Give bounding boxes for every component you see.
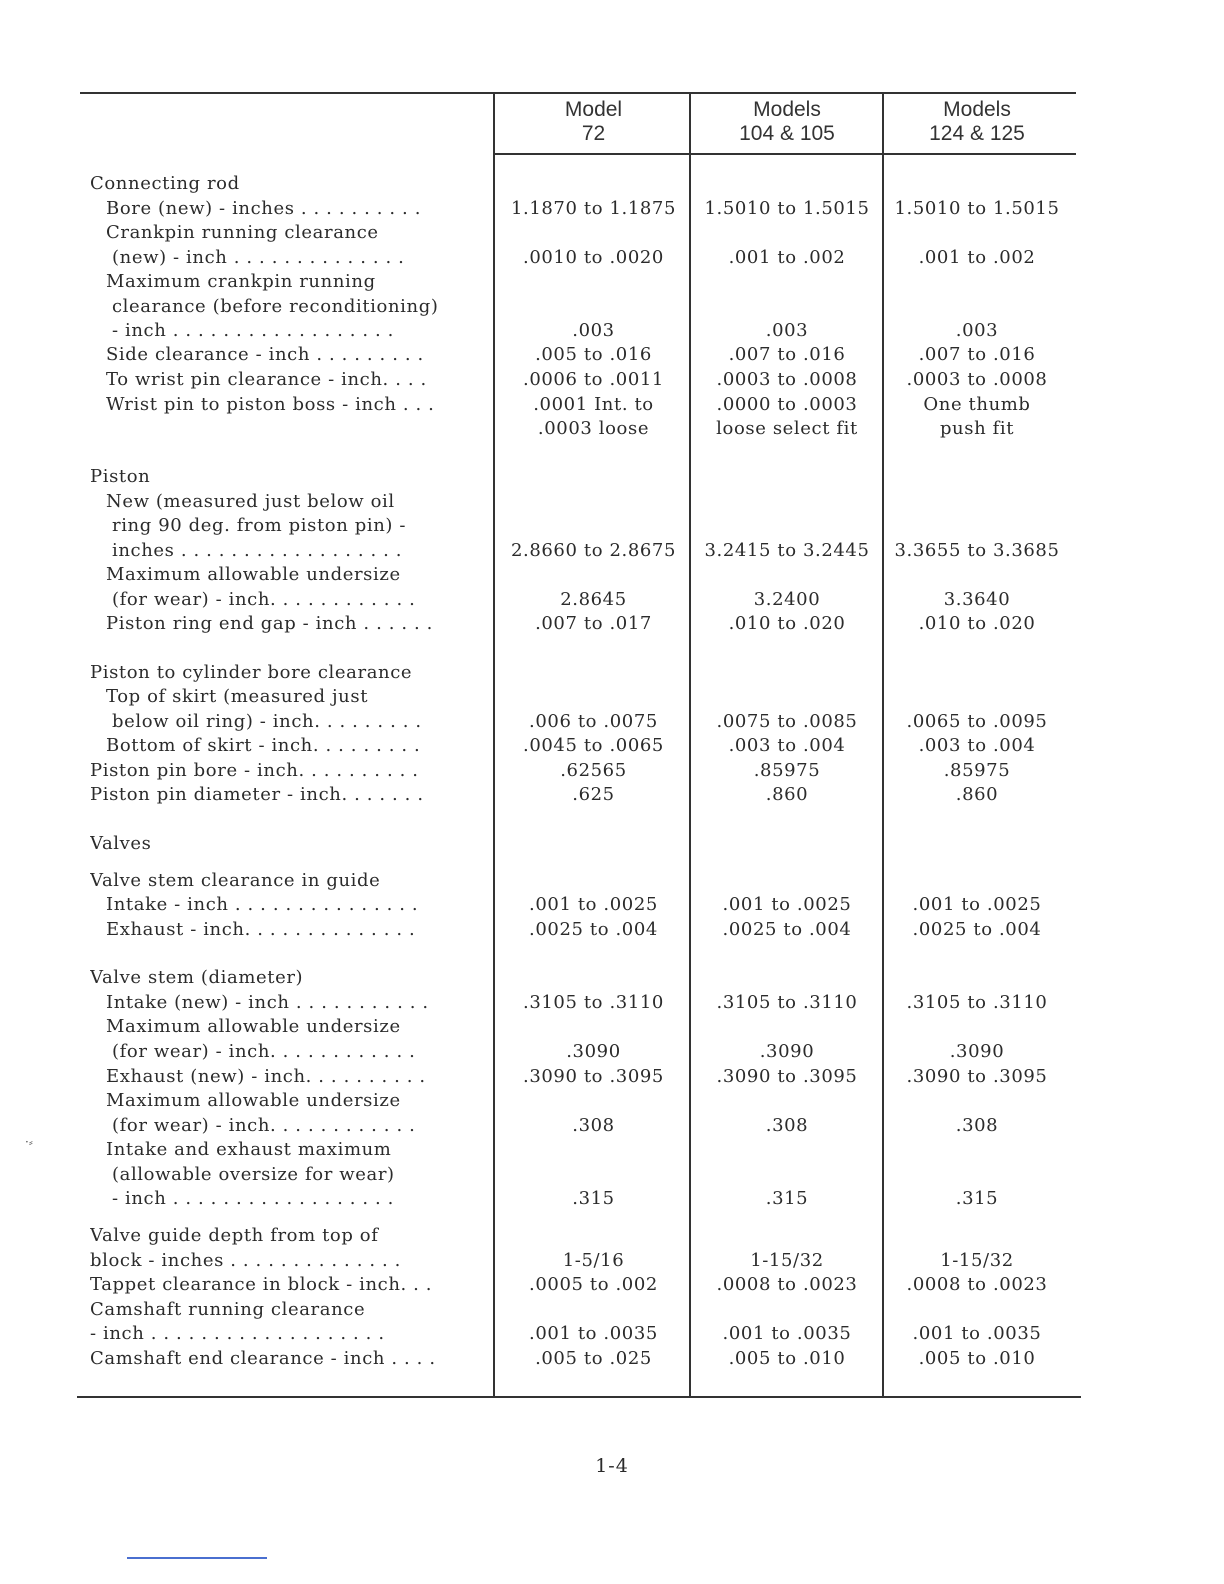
- row-value-col2: .001 to .0035: [722, 1323, 852, 1344]
- row-value-col3: .0003 to .0008: [906, 369, 1048, 390]
- column-header-models-104-105: [692, 98, 882, 146]
- row-value-col3: push fit: [939, 418, 1015, 439]
- table-row: [0, 612, 1224, 636]
- column-header-line1: Models: [753, 98, 821, 121]
- row-value-col1: 2.8645: [560, 589, 627, 610]
- row-value-col1: 2.8660 to 2.8675: [510, 540, 677, 561]
- column-header-line2: 104 & 105: [739, 122, 835, 145]
- row-label: Camshaft end clearance - inch . . . .: [90, 1348, 436, 1369]
- row-label: Maximum allowable undersize: [106, 1016, 401, 1037]
- row-value-col1: .0045 to .0065: [523, 735, 664, 756]
- row-value-col1: .0003 loose: [537, 418, 650, 439]
- row-value-col1: .005 to .025: [535, 1348, 652, 1369]
- table-row: [0, 1249, 1224, 1273]
- row-label: Bore (new) - inches . . . . . . . . . .: [106, 198, 422, 219]
- row-label: Maximum allowable undersize: [106, 1090, 401, 1111]
- table-row: [0, 991, 1224, 1015]
- table-row: [0, 393, 1224, 417]
- row-value-col3: .010 to .020: [918, 613, 1036, 634]
- row-value-col1: .007 to .017: [535, 613, 652, 634]
- row-value-col1: 1-5/16: [562, 1250, 625, 1271]
- row-value-col1: .001 to .0035: [529, 1323, 658, 1344]
- table-row: [0, 1163, 1224, 1187]
- table-row: [0, 465, 1224, 489]
- table-row: [0, 832, 1224, 856]
- row-value-col1: .308: [572, 1115, 615, 1136]
- table-row: [0, 490, 1224, 514]
- row-label: ring 90 deg. from piston pin) -: [112, 515, 407, 536]
- row-label: New (measured just below oil: [106, 491, 395, 512]
- row-value-col1: 1.1870 to 1.1875: [510, 198, 677, 219]
- row-label: (new) - inch . . . . . . . . . . . . . .: [112, 247, 405, 268]
- row-value-col1: .3105 to .3110: [523, 992, 664, 1013]
- row-label: Crankpin running clearance: [106, 222, 379, 243]
- row-value-col2: .003 to .004: [728, 735, 846, 756]
- page-number: 1-4: [595, 1455, 629, 1477]
- row-label: (for wear) - inch. . . . . . . . . . . .: [112, 1041, 416, 1062]
- column-header-line1: Model: [564, 98, 623, 121]
- row-label: clearance (before reconditioning): [112, 296, 439, 317]
- column-header-line1: Models: [943, 98, 1011, 121]
- row-label: Side clearance - inch . . . . . . . . .: [106, 344, 424, 365]
- row-value-col2: .010 to .020: [728, 613, 846, 634]
- row-label: Valves: [90, 833, 152, 854]
- row-label: Maximum crankpin running: [106, 271, 376, 292]
- row-label: Exhaust - inch. . . . . . . . . . . . . .: [106, 919, 416, 940]
- table-row: [0, 319, 1224, 343]
- table-row: [0, 246, 1224, 270]
- table-row: [0, 1347, 1224, 1371]
- row-value-col2: .315: [765, 1188, 809, 1209]
- row-value-col2: .0025 to .004: [722, 919, 852, 940]
- row-value-col2: 1-15/32: [750, 1250, 824, 1271]
- table-row: [0, 343, 1224, 367]
- row-label: Piston pin bore - inch. . . . . . . . . .: [90, 760, 419, 781]
- table-row: [0, 1138, 1224, 1162]
- table-row: [0, 1273, 1224, 1297]
- row-label: Piston to cylinder bore clearance: [90, 662, 413, 683]
- row-label: Piston: [90, 466, 151, 487]
- table-row: [0, 734, 1224, 758]
- row-label: Maximum allowable undersize: [106, 564, 401, 585]
- row-label: Connecting rod: [90, 173, 240, 194]
- table-row: [0, 295, 1224, 319]
- row-value-col2: .0008 to .0023: [716, 1274, 858, 1295]
- table-row: [0, 685, 1224, 709]
- table-row: [0, 270, 1224, 294]
- row-value-col3: .003 to .004: [918, 735, 1036, 756]
- row-value-col3: .3090: [949, 1041, 1005, 1062]
- row-value-col2: .0000 to .0003: [716, 394, 858, 415]
- row-label: Valve stem (diameter): [90, 967, 304, 988]
- row-label: Top of skirt (measured just: [106, 686, 369, 707]
- row-label: Piston ring end gap - inch . . . . . .: [106, 613, 433, 634]
- row-value-col3: .0008 to .0023: [906, 1274, 1048, 1295]
- table-row: [0, 869, 1224, 893]
- row-value-col1: .005 to .016: [535, 344, 652, 365]
- row-label: To wrist pin clearance - inch. . . .: [106, 369, 427, 390]
- row-value-col2: .308: [765, 1115, 809, 1136]
- table-row: [0, 1015, 1224, 1039]
- table-row: [0, 563, 1224, 587]
- table-row: [0, 759, 1224, 783]
- row-value-col1: .3090: [566, 1041, 621, 1062]
- row-value-col3: .3105 to .3110: [906, 992, 1048, 1013]
- row-value-col3: .0065 to .0095: [906, 711, 1048, 732]
- row-value-col3: .315: [955, 1188, 999, 1209]
- table-row: [0, 966, 1224, 990]
- row-label: Intake (new) - inch . . . . . . . . . . .: [106, 992, 429, 1013]
- row-value-col3: .0025 to .004: [912, 919, 1042, 940]
- row-value-col2: .85975: [753, 760, 821, 781]
- row-value-col3: .001 to .0035: [912, 1323, 1042, 1344]
- row-label: Tappet clearance in block - inch. . .: [90, 1274, 433, 1295]
- table-row: [0, 417, 1224, 441]
- row-label: Valve guide depth from top of: [90, 1225, 379, 1246]
- row-value-col1: .0001 Int. to: [533, 394, 654, 415]
- row-label: (for wear) - inch. . . . . . . . . . . .: [112, 589, 416, 610]
- row-value-col2: 3.2415 to 3.2445: [704, 540, 870, 561]
- row-value-col3: .308: [955, 1115, 999, 1136]
- row-label: (for wear) - inch. . . . . . . . . . . .: [112, 1115, 416, 1136]
- row-label: Camshaft running clearance: [90, 1299, 366, 1320]
- row-value-col2: 3.2400: [753, 589, 821, 610]
- table-row: [0, 1322, 1224, 1346]
- row-label: Bottom of skirt - inch. . . . . . . . .: [106, 735, 421, 756]
- row-value-col1: .3090 to .3095: [523, 1066, 664, 1087]
- table-row: [0, 1065, 1224, 1089]
- row-label: Valve stem clearance in guide: [90, 870, 381, 891]
- row-value-col2: .003: [765, 320, 809, 341]
- row-value-col2: 1.5010 to 1.5015: [704, 198, 870, 219]
- row-value-col3: .85975: [943, 760, 1011, 781]
- row-label: below oil ring) - inch. . . . . . . . .: [112, 711, 422, 732]
- row-value-col3: 1-15/32: [940, 1250, 1014, 1271]
- table-row: [0, 588, 1224, 612]
- row-value-col2: .001 to .002: [728, 247, 846, 268]
- table-row: [0, 514, 1224, 538]
- table-row: [0, 893, 1224, 917]
- decorative-underline: [127, 1557, 267, 1559]
- table-top-rule: [80, 92, 1076, 94]
- row-value-col3: .860: [955, 784, 999, 805]
- row-value-col2: .0075 to .0085: [716, 711, 858, 732]
- table-row: [0, 1187, 1224, 1211]
- row-value-col3: .005 to .010: [918, 1348, 1036, 1369]
- header-bottom-rule: [494, 153, 1076, 155]
- row-value-col1: .0006 to .0011: [523, 369, 664, 390]
- table-row: [0, 172, 1224, 196]
- row-value-col1: .315: [572, 1188, 615, 1209]
- row-label: Exhaust (new) - inch. . . . . . . . . .: [106, 1066, 426, 1087]
- table-row: [0, 1114, 1224, 1138]
- row-value-col2: .007 to .016: [728, 344, 846, 365]
- row-value-col3: One thumb: [923, 394, 1031, 415]
- row-value-col3: .003: [955, 320, 999, 341]
- row-value-col3: .001 to .0025: [912, 894, 1042, 915]
- row-label: Intake - inch . . . . . . . . . . . . . . .: [106, 894, 419, 915]
- row-value-col3: .007 to .016: [918, 344, 1036, 365]
- table-row: [0, 1298, 1224, 1322]
- row-value-col1: .625: [572, 784, 615, 805]
- column-header-line2: 72: [581, 122, 606, 145]
- row-value-col3: 3.3655 to 3.3685: [894, 540, 1060, 561]
- table-row: [0, 221, 1224, 245]
- row-value-col3: .3090 to .3095: [906, 1066, 1048, 1087]
- row-value-col1: .001 to .0025: [529, 894, 658, 915]
- row-label: - inch . . . . . . . . . . . . . . . . . .: [112, 320, 395, 341]
- row-label: (allowable oversize for wear): [112, 1164, 395, 1185]
- table-row: [0, 661, 1224, 685]
- row-value-col1: .006 to .0075: [529, 711, 658, 732]
- row-label: Intake and exhaust maximum: [106, 1139, 392, 1160]
- column-header-line2: 124 & 125: [929, 122, 1025, 145]
- row-label: Wrist pin to piston boss - inch . . .: [106, 394, 435, 415]
- row-value-col2: .001 to .0025: [722, 894, 852, 915]
- row-value-col3: 3.3640: [943, 589, 1011, 610]
- row-label: inches . . . . . . . . . . . . . . . . . .: [112, 540, 403, 561]
- row-value-col3: 1.5010 to 1.5015: [894, 198, 1060, 219]
- row-value-col2: .0003 to .0008: [716, 369, 858, 390]
- table-row: [0, 197, 1224, 221]
- table-row: [0, 1089, 1224, 1113]
- row-value-col1: .003: [572, 320, 615, 341]
- row-value-col2: .005 to .010: [728, 1348, 846, 1369]
- row-value-col2: .3090: [759, 1041, 815, 1062]
- scan-mark: ·⸗: [25, 1135, 33, 1149]
- table-row: [0, 783, 1224, 807]
- table-row: [0, 918, 1224, 942]
- row-value-col2: loose select fit: [716, 418, 858, 439]
- column-header-models-124-125: [884, 98, 1070, 146]
- row-value-col1: .0010 to .0020: [523, 247, 664, 268]
- row-value-col1: .62565: [560, 760, 627, 781]
- row-value-col1: .0005 to .002: [529, 1274, 658, 1295]
- row-label: block - inches . . . . . . . . . . . . . .: [90, 1250, 401, 1271]
- table-bottom-rule: [77, 1396, 1081, 1398]
- table-row: [0, 368, 1224, 392]
- table-row: [0, 1040, 1224, 1064]
- row-value-col2: .860: [765, 784, 809, 805]
- row-label: - inch . . . . . . . . . . . . . . . . . . .: [90, 1323, 385, 1344]
- table-row: [0, 539, 1224, 563]
- row-value-col2: .3090 to .3095: [716, 1066, 858, 1087]
- table-row: [0, 710, 1224, 734]
- table-row: [0, 1224, 1224, 1248]
- row-label: Piston pin diameter - inch. . . . . . .: [90, 784, 424, 805]
- row-value-col3: .001 to .002: [918, 247, 1036, 268]
- row-value-col2: .3105 to .3110: [716, 992, 858, 1013]
- column-header-model-72: [497, 98, 690, 146]
- row-value-col1: .0025 to .004: [529, 919, 658, 940]
- row-label: - inch . . . . . . . . . . . . . . . . . .: [112, 1188, 395, 1209]
